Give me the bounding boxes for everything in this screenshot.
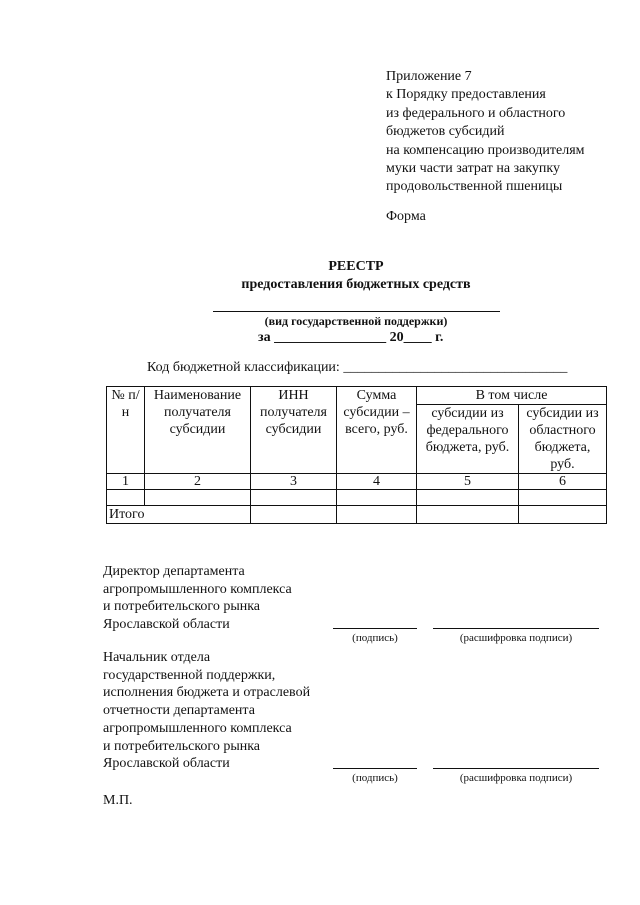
header-regional-budget: субсидии из областного бюджета, руб. (519, 405, 607, 474)
signer-line: отчетности департамента (103, 703, 255, 719)
signer-line: государственной поддержки, (103, 667, 276, 683)
header-including: В том числе (417, 387, 607, 405)
table-row (107, 474, 607, 490)
support-type-caption: (вид государственной поддержки) (264, 314, 448, 328)
appendix-line: из федерального и областного (386, 105, 566, 121)
registry-table (106, 386, 607, 524)
stamp-label: М.П. (103, 793, 133, 808)
table-cell (107, 490, 145, 506)
signature-caption: (подпись) (352, 632, 398, 644)
classification-code: Код бюджетной классификации: ________________________________ (147, 360, 568, 375)
appendix-line: бюджетов субсидий (386, 124, 505, 140)
signature-line (333, 628, 417, 629)
column-number: 2 (145, 474, 251, 490)
header-recipient-name: Наименование получателя субсидии (145, 387, 251, 474)
column-number: 5 (417, 474, 519, 490)
decode-line (433, 768, 599, 769)
table-cell (337, 506, 417, 524)
table-header-row (107, 387, 607, 405)
table-cell (519, 490, 607, 506)
signer-line: исполнения бюджета и отраслевой (103, 685, 311, 701)
signer-line: Начальник отдела (103, 650, 211, 665)
header-total-sum: Сумма субсидии – всего, руб. (337, 387, 417, 474)
column-number: 1 (107, 474, 145, 490)
document-title: РЕЕСТР (328, 259, 384, 274)
header-federal-budget: субсидии из федерального бюджета, руб. (417, 405, 519, 474)
appendix-block (386, 68, 585, 197)
signer-director (103, 563, 292, 634)
signer-department-head (103, 649, 310, 773)
appendix-line: к Порядку предоставления (386, 87, 546, 103)
decode-caption: (расшифровка подписи) (459, 632, 573, 644)
support-type-line (213, 311, 500, 312)
signer-line: и потребительского рынка (103, 599, 261, 615)
table-row (107, 490, 607, 506)
decode-line (433, 628, 599, 629)
table-cell (519, 506, 607, 524)
signer-line: Ярославской области (103, 756, 230, 772)
table-cell (251, 506, 337, 524)
decode-caption: (расшифровка подписи) (459, 772, 573, 784)
table-cell (145, 490, 251, 506)
column-number: 6 (519, 474, 607, 490)
appendix-line: на компенсацию производителям (386, 142, 585, 158)
table-cell (251, 490, 337, 506)
appendix-line: Приложение 7 (386, 69, 472, 84)
header-inn: ИНН получателя субсидии (251, 387, 337, 474)
signature-caption: (подпись) (352, 772, 398, 784)
table-cell (417, 490, 519, 506)
signer-line: и потребительского рынка (103, 738, 261, 754)
signature-line (333, 768, 417, 769)
total-label: Итого (107, 506, 251, 524)
signer-line: агропромышленного комплекса (103, 720, 292, 736)
signer-line: агропромышленного комплекса (103, 581, 292, 597)
appendix-line: продовольственной пшеницы (386, 179, 563, 195)
form-label: Форма (386, 209, 426, 224)
signer-line: Директор департамента (103, 564, 245, 579)
appendix-line: муки части затрат на закупку (386, 161, 561, 177)
table-cell (417, 506, 519, 524)
document-subtitle: предоставления бюджетных средств (241, 277, 471, 292)
report-period: за ________________ 20____ г. (258, 330, 444, 345)
column-number: 3 (251, 474, 337, 490)
header-number: № п/н (107, 387, 145, 474)
column-number: 4 (337, 474, 417, 490)
signer-line: Ярославской области (103, 617, 230, 633)
total-row (107, 506, 607, 524)
table-cell (337, 490, 417, 506)
